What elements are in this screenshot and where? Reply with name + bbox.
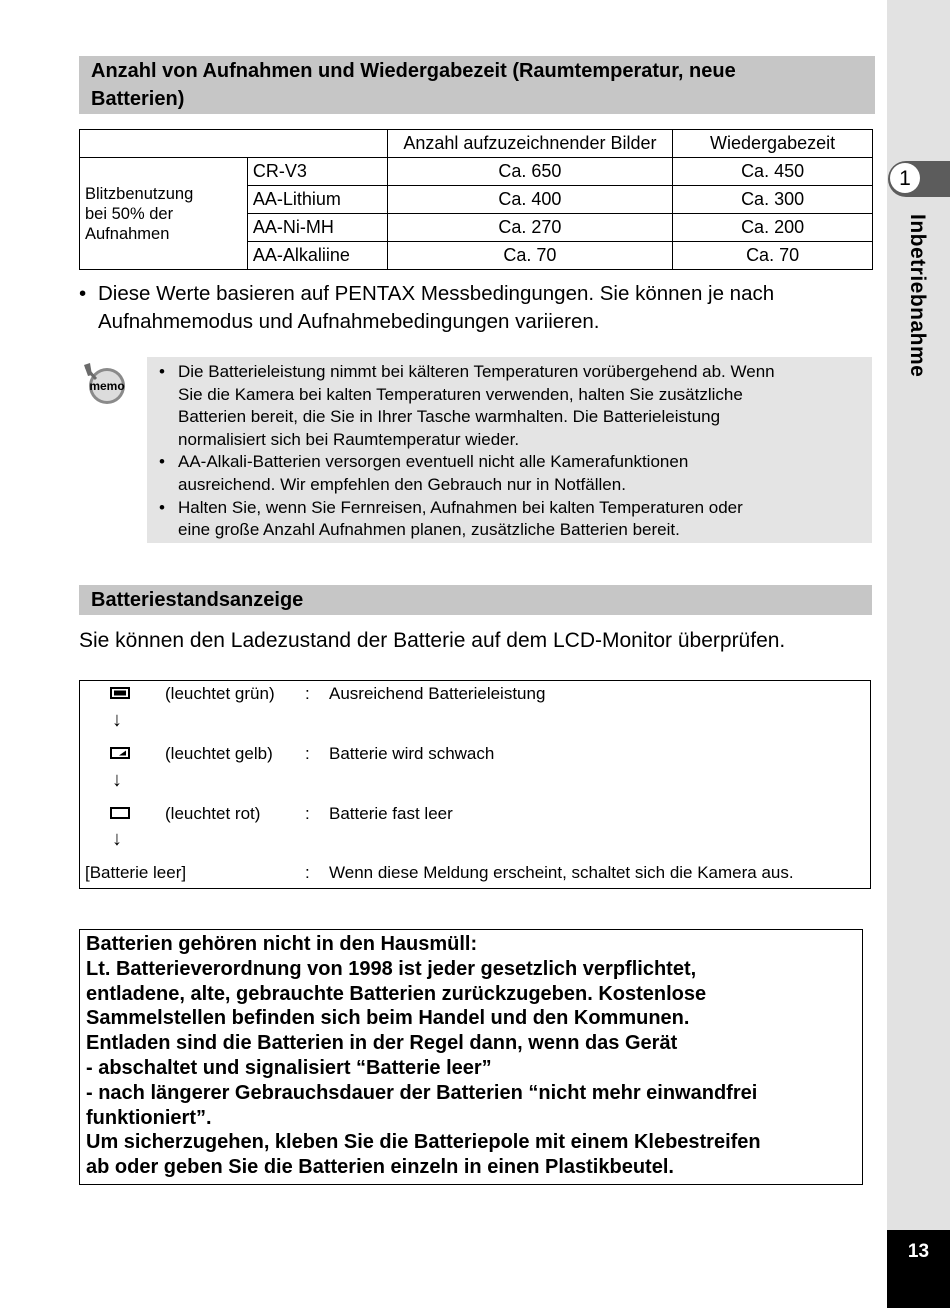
- warning-line: Lt. Batterieverordnung von 1998 ist jeder gesetzlich verpflichtet,: [86, 957, 697, 980]
- heading-line-1: Anzahl von Aufnahmen und Wiedergabezeit (Raumtemperatur, neue: [91, 60, 736, 82]
- battery-intro-text: Sie können den Ladezustand der Batterie auf dem LCD-Monitor überprüfen.: [79, 629, 786, 652]
- warning-line: Um sicherzugehen, kleben Sie die Batteriepole mit einem Klebestreifen: [86, 1131, 761, 1154]
- chapter-tab: [888, 161, 950, 197]
- table-header-blank: [80, 130, 388, 158]
- battery-type: CR-V3: [247, 158, 387, 186]
- warning-line: Entladen sind die Batterien in der Regel dann, wenn das Gerät: [86, 1032, 678, 1055]
- battery-full-icon: [110, 686, 132, 700]
- playback-time: Ca. 450: [673, 158, 873, 186]
- warning-line: Sammelstellen befinden sich beim Handel und den Kommunen.: [86, 1007, 690, 1030]
- flash-usage-label: Blitzbenutzung bei 50% der Aufnahmen: [80, 158, 248, 270]
- arrow-down-icon: ↓: [112, 769, 122, 791]
- memo-icon: [80, 361, 128, 405]
- memo-icon-label: memo: [89, 379, 125, 393]
- state-status: (leuchtet gelb): [165, 744, 273, 763]
- state-meaning: Batterie fast leer: [329, 804, 453, 823]
- battery-type: AA-Alkaliine: [247, 242, 387, 270]
- memo-box: [147, 357, 872, 543]
- state-colon: :: [305, 744, 310, 763]
- image-count: Ca. 400: [387, 186, 673, 214]
- measurement-note: • Diese Werte basieren auf PENTAX Messbedingungen. Sie können je nach Aufnahmemodus und Aufnahmebedingungen variieren.: [79, 282, 775, 333]
- battery-type: AA-Ni-MH: [247, 214, 387, 242]
- memo-item: • Halten Sie, wenn Sie Fernreisen, Aufnahmen bei kalten Temperaturen oder eine große Anzahl Aufnahmen planen, zusätzliche Batterien bereit.: [178, 497, 860, 542]
- table-row: [80, 158, 873, 186]
- disposal-warning-box: [79, 929, 863, 1185]
- chapter-title: Inbetriebnahme: [906, 214, 929, 378]
- arrow-down-icon: ↓: [112, 709, 122, 731]
- warning-line: ab oder geben Sie die Batterien einzeln in einen Plastikbeutel.: [86, 1156, 674, 1179]
- warning-line: - abschaltet und signalisiert “Batterie leer”: [86, 1056, 492, 1079]
- state-label: [Batterie leer]: [85, 863, 187, 882]
- memo-list: [147, 357, 872, 542]
- image-count: Ca. 70: [387, 242, 673, 270]
- image-count: Ca. 650: [387, 158, 673, 186]
- capacity-table: [79, 129, 873, 270]
- battery-states-box: [79, 680, 871, 889]
- memo-item: • AA-Alkali-Batterien versorgen eventuell nicht alle Kamerafunktionen ausreichend. Wir empfehlen den Gebrauch nur in Notfällen.: [178, 451, 860, 496]
- state-colon: :: [305, 863, 310, 882]
- bullet-icon: •: [79, 282, 87, 305]
- state-colon: :: [305, 804, 310, 823]
- warning-line: - nach längerer Gebrauchsdauer der Batterien “nicht mehr einwandfrei: [86, 1081, 758, 1104]
- state-colon: :: [305, 684, 310, 703]
- warning-line: Batterien gehören nicht in den Hausmüll:: [86, 933, 478, 955]
- page-number: 13: [887, 1230, 950, 1308]
- image-count: Ca. 270: [387, 214, 673, 242]
- battery-type: AA-Lithium: [247, 186, 387, 214]
- playback-time: Ca. 70: [673, 242, 873, 270]
- playback-time: Ca. 300: [673, 186, 873, 214]
- state-status: (leuchtet grün): [165, 684, 275, 703]
- battery-half-icon: [110, 746, 132, 760]
- section-heading-battery-level: Batteriestandsanzeige: [79, 585, 872, 615]
- memo-item: • Die Batterieleistung nimmt bei kälteren Temperaturen vorübergehend ab. Wenn Sie die Kamera bei kalten Temperaturen verwenden, halten Sie zusätzliche Batterien bereit, die Sie in Ihrer Tasche warmhalten. Die Batterieleistung normalisiert sich bei Raumtemperatur wieder.: [178, 361, 860, 451]
- chapter-number: 1: [890, 163, 920, 193]
- state-meaning: Ausreichend Batterieleistung: [329, 684, 546, 703]
- table-header-images: Anzahl aufzuzeichnender Bilder: [387, 130, 673, 158]
- warning-line: entladene, alte, gebrauchte Batterien zurückzugeben. Kostenlose: [86, 982, 707, 1005]
- arrow-down-icon: ↓: [112, 828, 122, 850]
- state-status: (leuchtet rot): [165, 804, 261, 823]
- playback-time: Ca. 200: [673, 214, 873, 242]
- state-meaning: Wenn diese Meldung erscheint, schaltet sich die Kamera aus.: [329, 863, 794, 882]
- table-header-playback: Wiedergabezeit: [673, 130, 873, 158]
- section-heading-capacity: [79, 56, 875, 114]
- heading-line-2: Batterien): [91, 88, 185, 110]
- warning-line: funktioniert”.: [86, 1106, 212, 1129]
- state-meaning: Batterie wird schwach: [329, 744, 495, 763]
- battery-empty-icon: [110, 806, 132, 820]
- table-header-row: [80, 130, 873, 158]
